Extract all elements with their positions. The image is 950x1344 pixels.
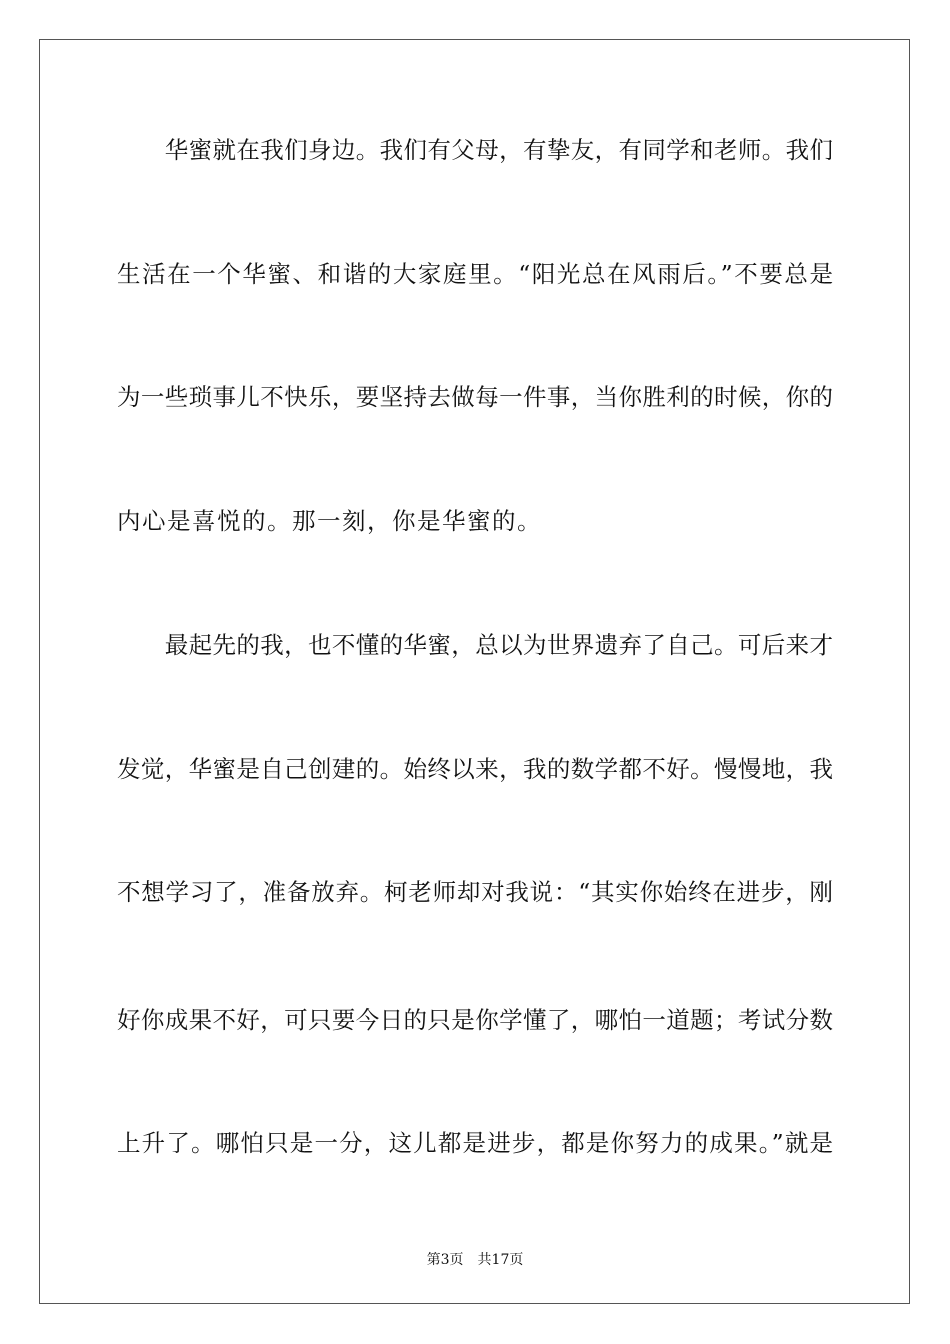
page-number: 第3页 xyxy=(426,1252,464,1268)
page-footer xyxy=(0,1249,950,1269)
text-line: 为一些琐事儿不快乐，要坚持去做每一件事，当你胜利的时候，你的 xyxy=(117,383,833,411)
text-line: 不想学习了，准备放弃。柯老师却对我说：“其实你始终在进步，刚 xyxy=(117,878,833,906)
total-pages: 共17页 xyxy=(477,1252,524,1268)
text-line: 华蜜就在我们身边。我们有父母，有挚友，有同学和老师。我们 xyxy=(117,136,833,164)
text-line: 最起先的我，也不懂的华蜜，总以为世界遗弃了自己。可后来才 xyxy=(117,631,833,659)
text-line: 好你成果不好，可只要今日的只是你学懂了，哪怕一道题；考试分数 xyxy=(117,1006,833,1034)
text-line: 内心是喜悦的。那一刻，你是华蜜的。 xyxy=(117,507,542,535)
document-page xyxy=(39,39,910,1304)
text-line: 生活在一个华蜜、和谐的大家庭里。“阳光总在风雨后。”不要总是 xyxy=(117,260,833,288)
text-line: 发觉，华蜜是自己创建的。始终以来，我的数学都不好。慢慢地，我 xyxy=(117,755,833,783)
text-line: 上升了。哪怕只是一分，这儿都是进步，都是你努力的成果。”就是 xyxy=(117,1129,833,1157)
